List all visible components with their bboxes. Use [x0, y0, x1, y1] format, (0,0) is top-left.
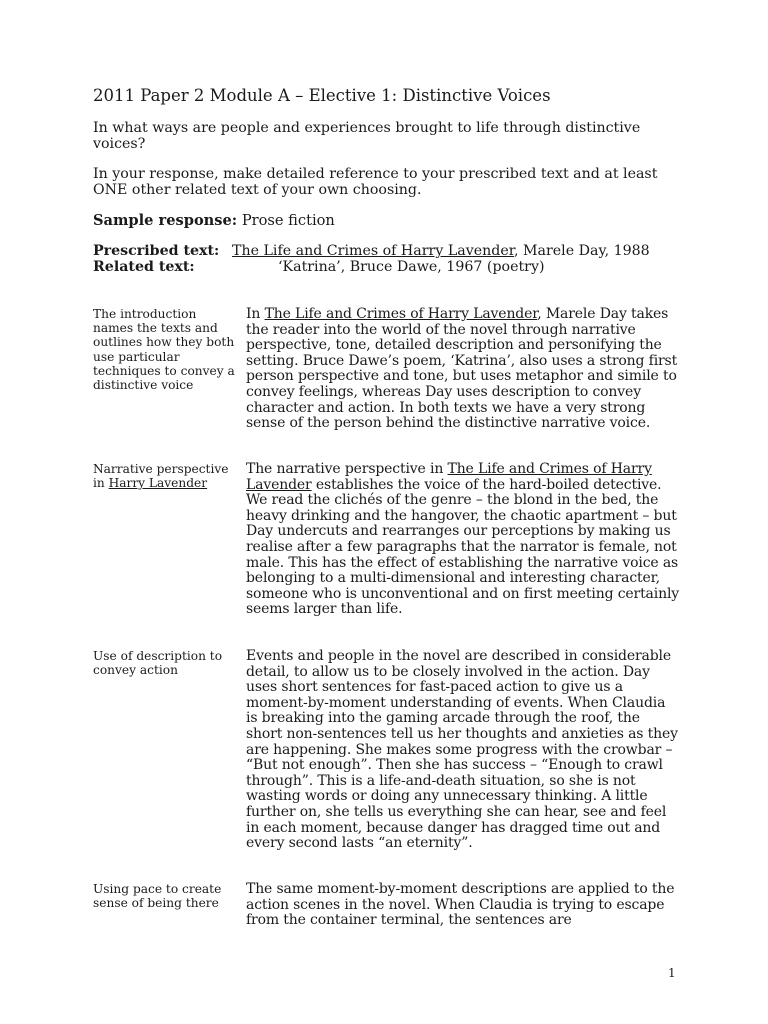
margin-note-title: Harry Lavender — [108, 476, 208, 491]
paragraph-text: , Marele Day takes the reader into the world of the novel through narrative perspective, tone, detailed description and personifying the setting. Bruce Dawe’s poem, ‘Katrina’, also uses a strong first person perspective and tone, but uses metaphor and simile to convey feelings, whereas Day uses description to convey character and action. In both texts we have a very strong sense of the person behind the distinctive narrative voice. — [246, 306, 678, 432]
page-number: 1 — [668, 966, 676, 980]
prescribed-text-details: , Marele Day, 1988 — [513, 243, 650, 259]
response-paragraph: Events and people in the novel are described in considerable detail, to allow us to be closely involved in the action. Day uses short sentences for fast-paced action to give us a moment-by-moment understanding of events. When Claudia is breaking into the gaming arcade through the roof, the short non-sentences tell us her thoughts and anxieties as they are happening. She makes some progress with the crowbar – “But not enough”. Then she has success – “Enough to crawl through”. This is a life-and-death situation, so she is not wasting words or doing any unnecessary thinking. A little further on, she tells us everything she can hear, see and feel in each moment, because danger has dragged time out and every second lasts “an eternity”. — [246, 648, 678, 852]
essay-question: In what ways are people and experiences brought to life through distinctive voices? — [93, 120, 641, 152]
paragraph-text: The narrative perspective in — [246, 461, 448, 477]
prescribed-text-value — [232, 243, 650, 259]
margin-note — [93, 462, 238, 490]
related-text-label: Related text: — [93, 259, 195, 275]
sample-response-line — [93, 212, 335, 229]
paragraph-text: establishes the voice of the hard-boiled detective. We read the clichés of the genre – the blond in the bed, the heavy drinking and the hangover, the chaotic apartment – but Day undercuts and rearranges our perceptions by making us realise after a few paragraphs that the narrator is female, not male. This has the effect of establishing the narrative voice as belonging to a multi-dimensional and interesting character, someone who is unconventional and on first meeting certainly seems larger than life. — [246, 476, 680, 618]
prescribed-text-title: The Life and Crimes of Harry Lavender — [232, 243, 514, 259]
response-paragraph — [246, 462, 680, 618]
novel-title: The Life and Crimes of Harry Lavender — [246, 461, 652, 493]
paragraph-text: In — [246, 306, 265, 322]
related-text-value: ‘Katrina’, Bruce Dawe, 1967 (poetry) — [278, 259, 545, 275]
margin-note: Use of description to convey action — [93, 649, 223, 678]
novel-title: The Life and Crimes of Harry Lavender — [264, 306, 538, 322]
document-title: 2011 Paper 2 Module A – Elective 1: Distinctive Voices — [93, 86, 551, 105]
margin-note: Using pace to create sense of being there — [93, 882, 222, 911]
sample-response-label: Sample response: — [93, 212, 238, 229]
prescribed-text-label: Prescribed text: — [93, 243, 220, 259]
essay-instruction: In your response, make detailed reference to your prescribed text and at least ONE other related text of your own choosing. — [93, 166, 658, 198]
sample-response-value: Prose fiction — [237, 212, 335, 229]
response-paragraph: The same moment-by-moment descriptions are applied to the action scenes in the novel. When Claudia is trying to escape from the container terminal, the sentences are — [246, 881, 675, 929]
margin-note-text: Narrative perspective in — [93, 462, 229, 491]
response-paragraph — [246, 307, 680, 432]
margin-note: The introduction names the texts and outlines how they both use particular techniques to convey a distinctive voice — [93, 307, 235, 393]
